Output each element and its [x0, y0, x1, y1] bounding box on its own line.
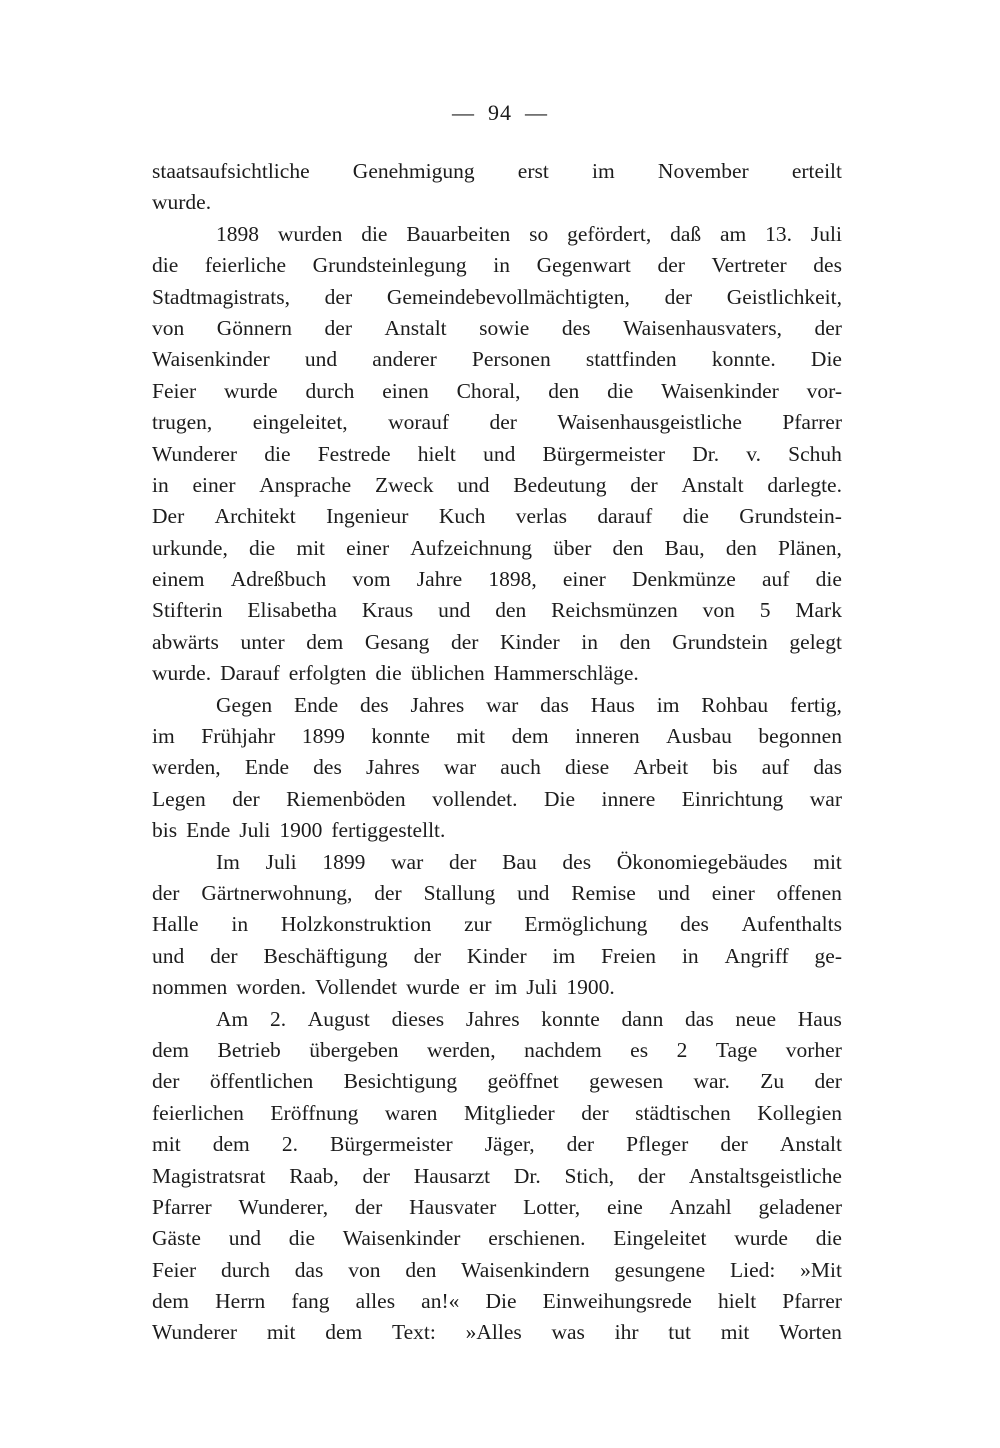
text-line: abwärts unter dem Gesang der Kinder in den Grundstein gelegt	[152, 629, 842, 654]
text-line: trugen, eingeleitet, worauf der Waisenhausgeistliche Pfarrer	[152, 410, 842, 435]
text-line: Gäste und die Waisenkinder erschienen. Eingeleitet wurde die	[152, 1226, 842, 1251]
text-line: Stadtmagistrats, der Gemeindebevollmächtigten, der Geistlichkeit,	[152, 284, 842, 309]
text-line: Magistratsrat Raab, der Hausarzt Dr. Stich, der Anstaltsgeistliche	[152, 1163, 842, 1188]
text-line: der öffentlichen Besichtigung geöffnet gewesen war. Zu der	[152, 1069, 842, 1094]
text-line: feierlichen Eröffnung waren Mitglieder der städtischen Kollegien	[152, 1100, 842, 1125]
paragraph	[152, 219, 842, 690]
text-line: Der Architekt Ingenieur Kuch verlas darauf die Grundstein-	[152, 504, 842, 529]
text-line: Legen der Riemenböden vollendet. Die innere Einrichtung war	[152, 786, 842, 811]
text-line: und der Beschäftigung der Kinder im Freien in Angriff ge-	[152, 943, 842, 968]
text-line: wurde. Darauf erfolgten die üblichen Hammerschläge.	[152, 661, 639, 686]
text-line: Im Juli 1899 war der Bau des Ökonomiegebäudes mit	[216, 849, 842, 874]
paragraph	[152, 847, 842, 1004]
paragraph	[152, 1004, 842, 1349]
text-line: 1898 wurden die Bauarbeiten so gefördert, daß am 13. Juli	[216, 221, 842, 246]
text-line: im Frühjahr 1899 konnte mit dem inneren Ausbau begonnen	[152, 724, 842, 749]
text-line: werden, Ende des Jahres war auch diese Arbeit bis auf das	[152, 755, 842, 780]
text-line: mit dem 2. Bürgermeister Jäger, der Pfleger der Anstalt	[152, 1132, 842, 1157]
text-line: Halle in Holzkonstruktion zur Ermöglichung des Aufenthalts	[152, 912, 842, 937]
text-line: Pfarrer Wunderer, der Hausvater Lotter, eine Anzahl geladener	[152, 1194, 842, 1219]
text-line: Feier durch das von den Waisenkindern gesungene Lied: »Mit	[152, 1257, 842, 1282]
text-line: dem Herrn fang alles an!« Die Einweihungsrede hielt Pfarrer	[152, 1289, 842, 1314]
text-line: nommen worden. Vollendet wurde er im Juli 1900.	[152, 975, 615, 1000]
text-line: die feierliche Grundsteinlegung in Gegenwart der Vertreter des	[152, 253, 842, 278]
text-line: urkunde, die mit einer Aufzeichnung über den Bau, den Plänen,	[152, 535, 842, 560]
paragraph	[152, 690, 842, 847]
text-line: Gegen Ende des Jahres war das Haus im Rohbau fertig,	[216, 692, 842, 717]
text-line: wurde.	[152, 190, 212, 215]
text-line: einem Adreßbuch vom Jahre 1898, einer Denkmünze auf die	[152, 567, 842, 592]
text-line: Feier wurde durch einen Choral, den die Waisenkinder vor-	[152, 378, 842, 403]
text-line: in einer Ansprache Zweck und Bedeutung der Anstalt darlegte.	[152, 472, 842, 497]
text-line: Wunderer die Festrede hielt und Bürgermeister Dr. v. Schuh	[152, 441, 842, 466]
text-line: Stifterin Elisabetha Kraus und den Reichsmünzen von 5 Mark	[152, 598, 842, 623]
text-line: bis Ende Juli 1900 fertiggestellt.	[152, 818, 446, 843]
text-line: von Gönnern der Anstalt sowie des Waisenhausvaters, der	[152, 315, 842, 340]
text-line: Am 2. August dieses Jahres konnte dann das neue Haus	[216, 1006, 842, 1031]
text-line: Wunderer mit dem Text: »Alles was ihr tut mit Worten	[152, 1320, 842, 1345]
page-number: — 94 —	[452, 100, 548, 125]
text-line: der Gärtnerwohnung, der Stallung und Remise und einer offenen	[152, 880, 842, 905]
text-line: dem Betrieb übergeben werden, nachdem es 2 Tage vorher	[152, 1037, 842, 1062]
text-line: Waisenkinder und anderer Personen stattfinden konnte. Die	[152, 347, 842, 372]
body-text	[152, 156, 842, 1349]
paragraph	[152, 156, 842, 219]
text-line: staatsaufsichtliche Genehmigung erst im November erteilt	[152, 159, 842, 183]
